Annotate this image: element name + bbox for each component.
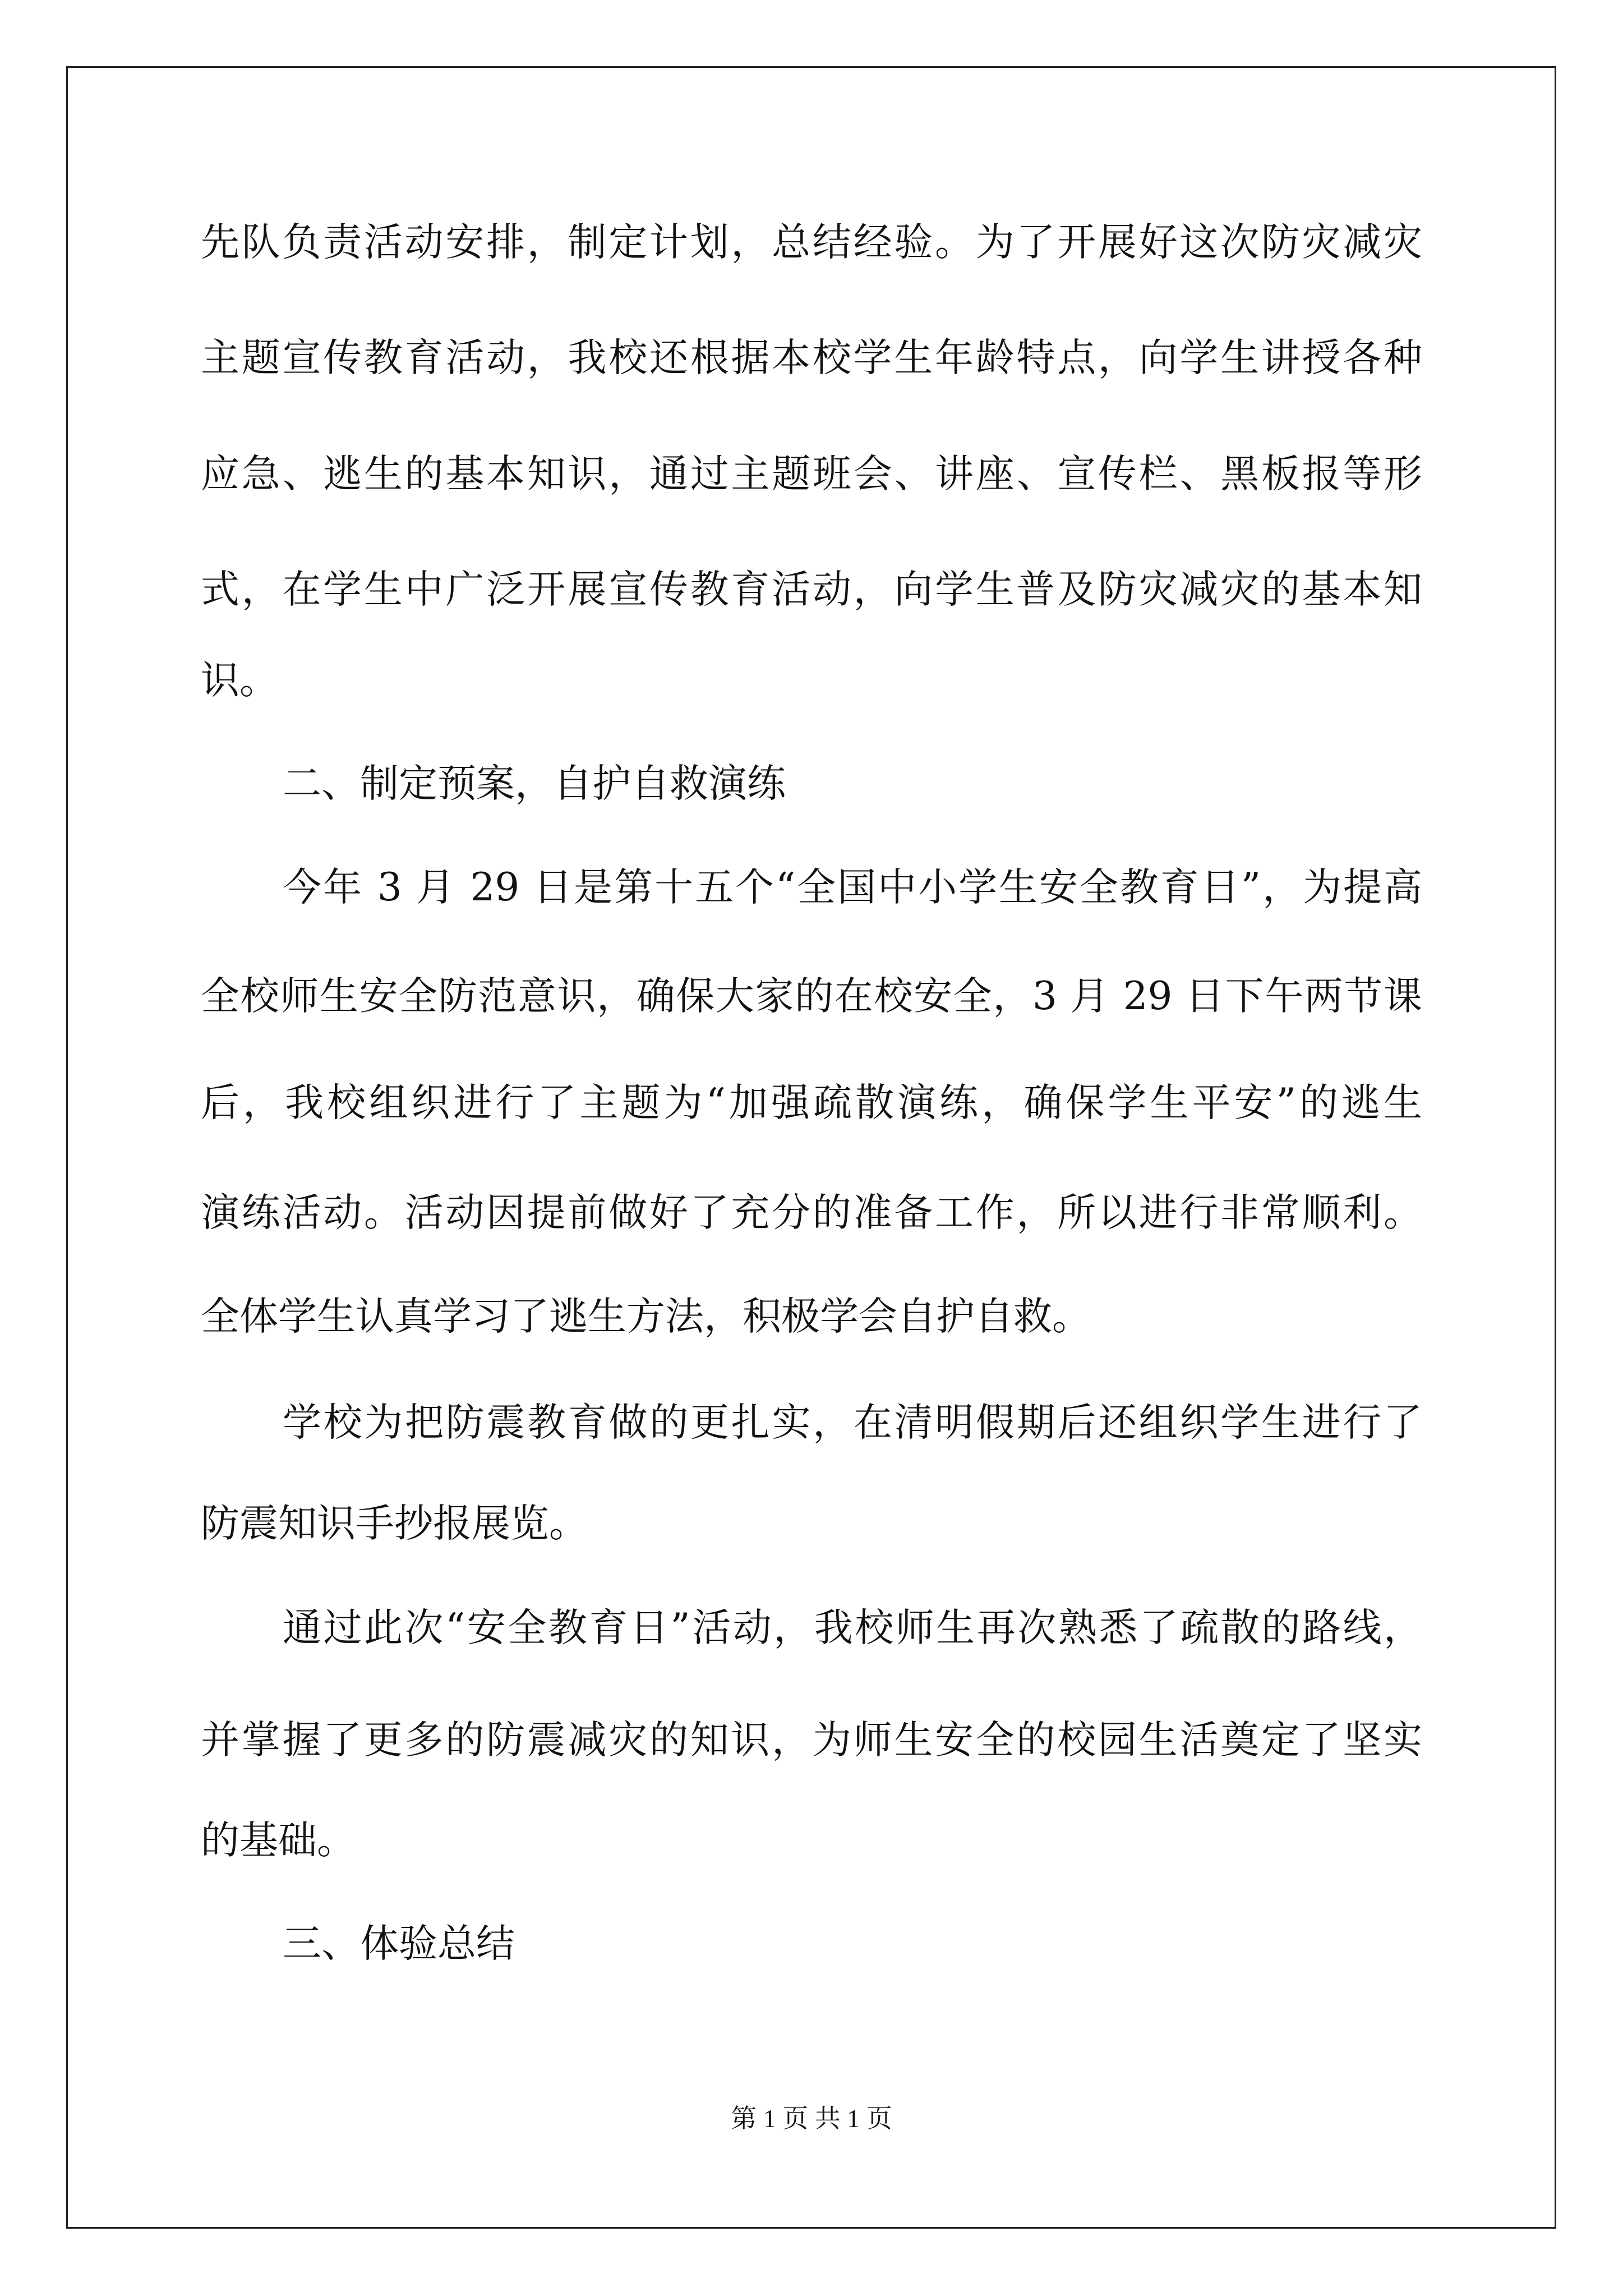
body-text-line: 应急、逃生的基本知识，通过主题班会、讲座、宣传栏、黑板报等形 — [201, 452, 1422, 496]
page-border — [66, 66, 1556, 2229]
page-number-footer: 第 1 页 共 1 页 — [731, 2104, 892, 2133]
body-text-line: 全体学生认真学习了逃生方法，积极学会自护自救。 — [201, 1294, 1091, 1339]
body-text-line: 全校师生安全防范意识，确保大家的在校安全，3 月 29 日下午两节课 — [201, 974, 1422, 1019]
body-text-line: 通过此次“安全教育日”活动，我校师生再次熟悉了疏散的路线， — [283, 1605, 1422, 1650]
body-text-line: 主题宣传教育活动，我校还根据本校学生年龄特点，向学生讲授各种 — [201, 335, 1422, 380]
body-text-line: 式，在学生中广泛开展宣传教育活动，向学生普及防灾减灾的基本知 — [201, 567, 1422, 612]
body-text-line: 并掌握了更多的防震减灾的知识，为师生安全的校园生活奠定了坚实 — [201, 1718, 1422, 1763]
body-text-line: 今年 3 月 29 日是第十五个“全国中小学生安全教育日”，为提高 — [283, 865, 1422, 910]
section-heading: 三、体验总结 — [283, 1921, 515, 1966]
body-text-line: 演练活动。活动因提前做好了充分的准备工作，所以进行非常顺利。 — [201, 1190, 1422, 1235]
body-text-line: 防震知识手抄报展览。 — [201, 1501, 588, 1546]
section-heading: 二、制定预案，自护自救演练 — [283, 761, 786, 806]
body-text-line: 先队负责活动安排，制定计划，总结经验。为了开展好这次防灾减灾 — [201, 220, 1422, 265]
body-text-line: 后，我校组织进行了主题为“加强疏散演练，确保学生平安”的逃生 — [201, 1080, 1422, 1125]
body-text-line: 学校为把防震教育做的更扎实，在清明假期后还组织学生进行了 — [283, 1400, 1422, 1445]
body-text-line: 识。 — [201, 658, 278, 703]
body-text-line: 的基础。 — [201, 1818, 356, 1863]
